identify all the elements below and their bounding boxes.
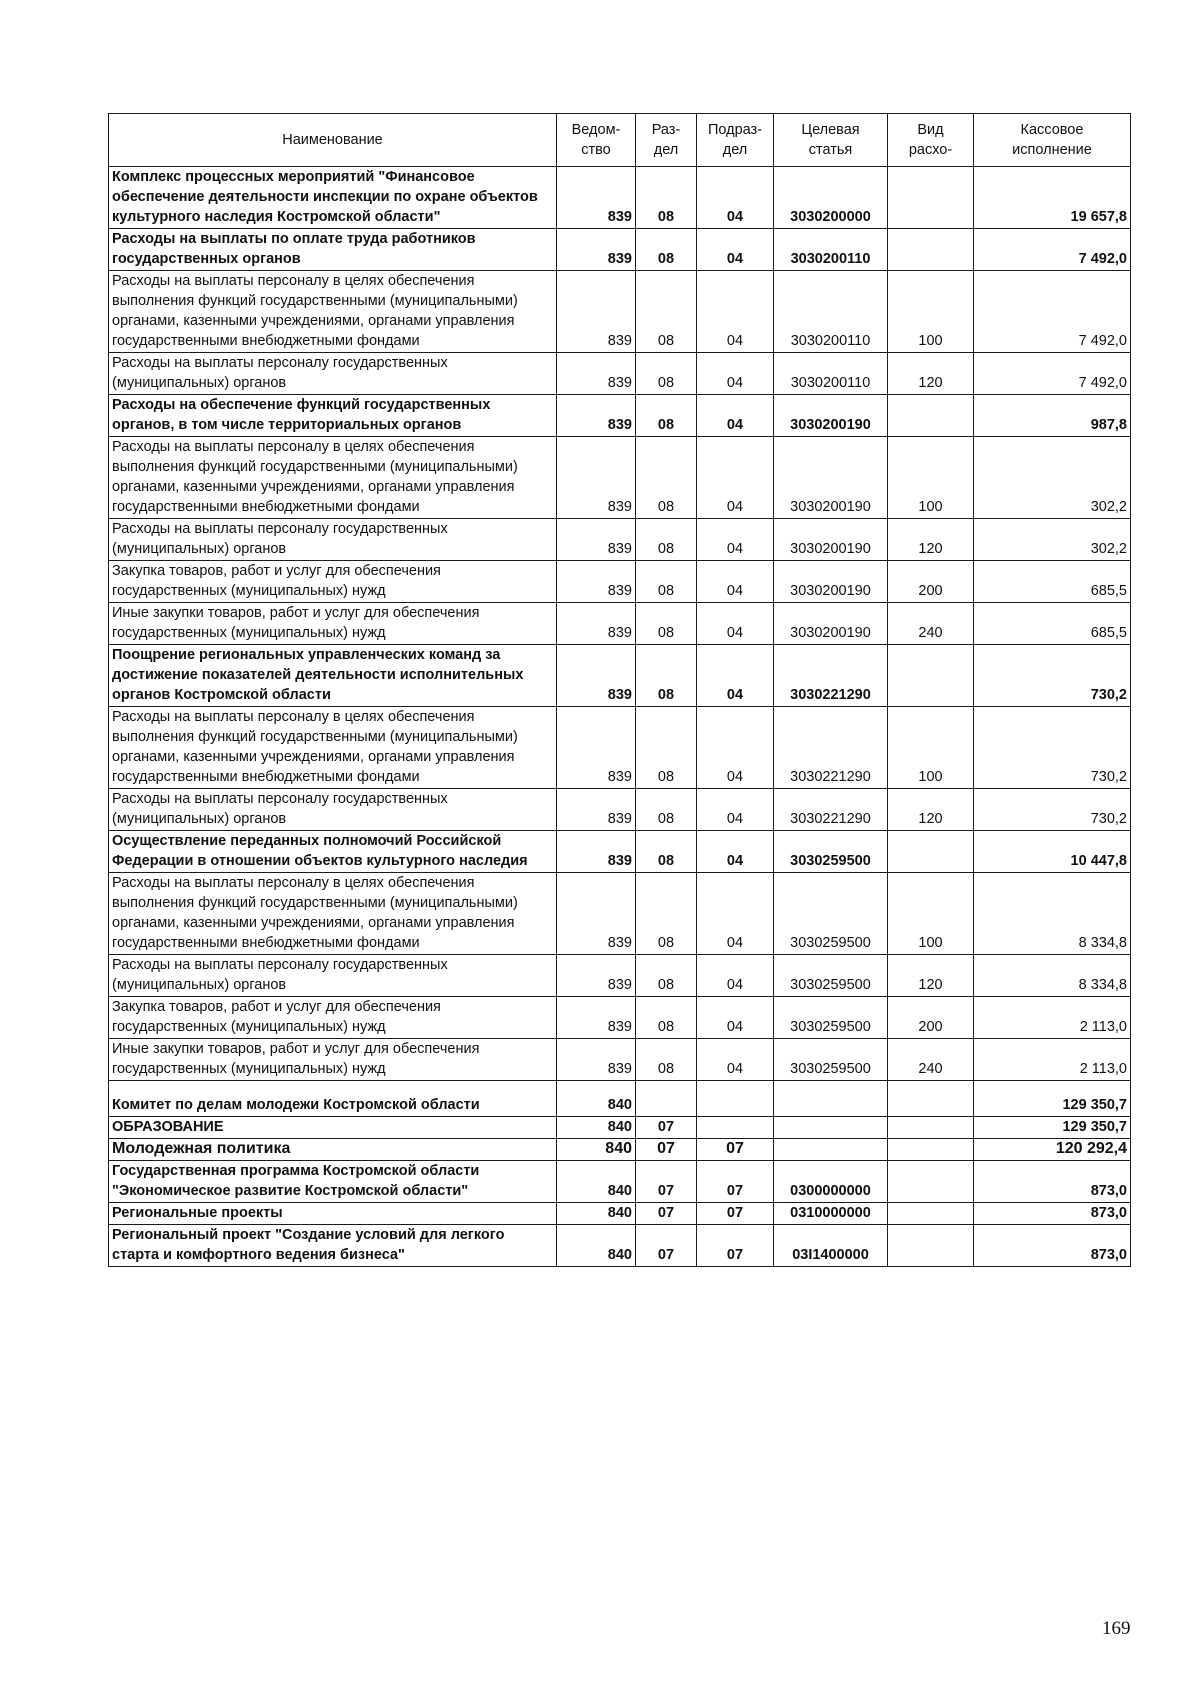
table-row — [109, 603, 1131, 645]
cell-ved: 839 — [557, 561, 636, 603]
table-row — [109, 1161, 1131, 1203]
cell-name: Закупка товаров, работ и услуг для обеспечения государственных (муниципальных) нужд — [109, 997, 557, 1039]
cell-sum: 129 350,7 — [974, 1117, 1131, 1139]
table-row — [109, 873, 1131, 955]
cell-cs: 3030259500 — [774, 873, 888, 955]
cell-vr: 120 — [888, 955, 974, 997]
table-row — [109, 271, 1131, 353]
header-podrazdel-text: Подраз- дел — [707, 122, 763, 158]
cell-podrazdel: 04 — [697, 437, 774, 519]
cell-razdel: 08 — [636, 437, 697, 519]
cell-podrazdel: 07 — [697, 1203, 774, 1225]
cell-name: Закупка товаров, работ и услуг для обеспечения государственных (муниципальных) нужд — [109, 561, 557, 603]
cell-sum: 685,5 — [974, 561, 1131, 603]
cell-vr: 100 — [888, 271, 974, 353]
cell-ved: 839 — [557, 997, 636, 1039]
cell-name: Региональные проекты — [109, 1203, 557, 1225]
cell-ved: 840 — [557, 1081, 636, 1117]
cell-podrazdel: 04 — [697, 831, 774, 873]
cell-podrazdel: 04 — [697, 561, 774, 603]
cell-sum: 873,0 — [974, 1225, 1131, 1267]
cell-cs: 3030200110 — [774, 229, 888, 271]
cell-sum: 2 113,0 — [974, 1039, 1131, 1081]
table-row — [109, 167, 1131, 229]
table-row — [109, 561, 1131, 603]
cell-ved: 839 — [557, 395, 636, 437]
table-row — [109, 229, 1131, 271]
table-body — [109, 167, 1131, 1267]
table-row — [109, 789, 1131, 831]
table-row — [109, 1203, 1131, 1225]
cell-vr: 200 — [888, 997, 974, 1039]
cell-vr — [888, 1225, 974, 1267]
cell-sum: 19 657,8 — [974, 167, 1131, 229]
cell-vr — [888, 1139, 974, 1161]
header-razdel-text: Раз- дел — [651, 122, 681, 158]
cell-ved: 839 — [557, 353, 636, 395]
table-row — [109, 831, 1131, 873]
cell-podrazdel — [697, 1081, 774, 1117]
cell-name: Расходы на выплаты персоналу в целях обеспечения выполнения функций государственными (муниципальными) органами, казенными учреждениями, органами управления государственными внебюджетными фондами — [109, 437, 557, 519]
cell-ved: 839 — [557, 1039, 636, 1081]
cell-name: Расходы на обеспечение функций государственных органов, в том числе территориальных органов — [109, 395, 557, 437]
cell-podrazdel: 04 — [697, 645, 774, 707]
table-row — [109, 707, 1131, 789]
cell-name: Молодежная политика — [109, 1139, 557, 1161]
cell-sum: 873,0 — [974, 1203, 1131, 1225]
cell-cs: 3030200110 — [774, 353, 888, 395]
cell-ved: 839 — [557, 519, 636, 561]
cell-name: ОБРАЗОВАНИЕ — [109, 1117, 557, 1139]
cell-razdel: 07 — [636, 1203, 697, 1225]
cell-vr — [888, 167, 974, 229]
cell-cs: 3030200110 — [774, 271, 888, 353]
page-number: 169 — [1102, 1618, 1131, 1639]
cell-podrazdel: 04 — [697, 395, 774, 437]
cell-ved: 839 — [557, 831, 636, 873]
cell-podrazdel: 04 — [697, 1039, 774, 1081]
cell-cs: 3030200190 — [774, 395, 888, 437]
cell-sum: 8 334,8 — [974, 955, 1131, 997]
cell-ved: 840 — [557, 1225, 636, 1267]
cell-razdel: 08 — [636, 1039, 697, 1081]
cell-ved: 840 — [557, 1203, 636, 1225]
table-row — [109, 1081, 1131, 1117]
cell-cs: 3030259500 — [774, 997, 888, 1039]
cell-vr — [888, 1117, 974, 1139]
cell-razdel: 08 — [636, 519, 697, 561]
cell-name: Расходы на выплаты персоналу государственных (муниципальных) органов — [109, 519, 557, 561]
cell-razdel: 08 — [636, 229, 697, 271]
budget-table — [108, 113, 1131, 1267]
table-row — [109, 437, 1131, 519]
cell-razdel: 08 — [636, 645, 697, 707]
cell-cs: 3030259500 — [774, 1039, 888, 1081]
cell-podrazdel: 04 — [697, 707, 774, 789]
cell-cs: 3030221290 — [774, 645, 888, 707]
cell-sum: 302,2 — [974, 437, 1131, 519]
cell-razdel: 08 — [636, 561, 697, 603]
table-row — [109, 1225, 1131, 1267]
cell-cs: 3030200000 — [774, 167, 888, 229]
cell-cs — [774, 1117, 888, 1139]
cell-sum: 7 492,0 — [974, 271, 1131, 353]
cell-vr: 240 — [888, 603, 974, 645]
cell-podrazdel: 04 — [697, 955, 774, 997]
cell-podrazdel: 04 — [697, 229, 774, 271]
table-row — [109, 955, 1131, 997]
cell-vr: 100 — [888, 437, 974, 519]
cell-podrazdel: 04 — [697, 353, 774, 395]
cell-podrazdel: 04 — [697, 873, 774, 955]
header-podrazdel — [697, 114, 774, 167]
cell-razdel: 08 — [636, 167, 697, 229]
cell-podrazdel: 04 — [697, 997, 774, 1039]
cell-sum: 120 292,4 — [974, 1139, 1131, 1161]
header-ved — [557, 114, 636, 167]
cell-ved: 840 — [557, 1161, 636, 1203]
cell-ved: 839 — [557, 645, 636, 707]
cell-podrazdel: 04 — [697, 789, 774, 831]
cell-vr — [888, 1203, 974, 1225]
cell-name: Расходы на выплаты персоналу государственных (муниципальных) органов — [109, 955, 557, 997]
cell-cs: 3030221290 — [774, 707, 888, 789]
cell-ved: 839 — [557, 603, 636, 645]
cell-razdel: 08 — [636, 997, 697, 1039]
header-vid — [888, 114, 974, 167]
cell-vr — [888, 1081, 974, 1117]
cell-name: Осуществление переданных полномочий Российской Федерации в отношении объектов культурного наследия — [109, 831, 557, 873]
cell-cs — [774, 1139, 888, 1161]
cell-cs: 3030200190 — [774, 519, 888, 561]
cell-vr: 240 — [888, 1039, 974, 1081]
cell-name: Расходы на выплаты персоналу в целях обеспечения выполнения функций государственными (муниципальными) органами, казенными учреждениями, органами управления государственными внебюджетными фондами — [109, 707, 557, 789]
cell-sum: 730,2 — [974, 645, 1131, 707]
cell-name: Иные закупки товаров, работ и услуг для обеспечения государственных (муниципальных) нужд — [109, 1039, 557, 1081]
cell-cs: 0310000000 — [774, 1203, 888, 1225]
cell-ved: 839 — [557, 955, 636, 997]
cell-sum: 129 350,7 — [974, 1081, 1131, 1117]
cell-vr: 100 — [888, 873, 974, 955]
cell-cs: 3030221290 — [774, 789, 888, 831]
header-kassovoe — [974, 114, 1131, 167]
cell-cs: 3030200190 — [774, 437, 888, 519]
cell-name: Расходы на выплаты по оплате труда работников государственных органов — [109, 229, 557, 271]
header-kassovoe-text: Кассовое исполнение — [1012, 122, 1092, 158]
cell-sum: 302,2 — [974, 519, 1131, 561]
cell-vr: 200 — [888, 561, 974, 603]
cell-cs: 3030200190 — [774, 603, 888, 645]
header-razdel — [636, 114, 697, 167]
cell-vr: 120 — [888, 519, 974, 561]
cell-vr — [888, 229, 974, 271]
cell-podrazdel — [697, 1117, 774, 1139]
cell-razdel: 08 — [636, 873, 697, 955]
cell-vr — [888, 645, 974, 707]
cell-sum: 730,2 — [974, 789, 1131, 831]
cell-razdel: 07 — [636, 1225, 697, 1267]
cell-podrazdel: 07 — [697, 1161, 774, 1203]
cell-ved: 839 — [557, 167, 636, 229]
cell-name: Расходы на выплаты персоналу в целях обеспечения выполнения функций государственными (муниципальными) органами, казенными учреждениями, органами управления государственными внебюджетными фондами — [109, 873, 557, 955]
cell-cs: 0300000000 — [774, 1161, 888, 1203]
cell-razdel: 08 — [636, 955, 697, 997]
cell-sum: 873,0 — [974, 1161, 1131, 1203]
table-row — [109, 645, 1131, 707]
table-row — [109, 395, 1131, 437]
table-row — [109, 1039, 1131, 1081]
cell-name: Комплекс процессных мероприятий "Финансовое обеспечение деятельности инспекции по охране объектов культурного наследия Костромской области" — [109, 167, 557, 229]
header-celevaya — [774, 114, 888, 167]
cell-razdel: 07 — [636, 1117, 697, 1139]
cell-name: Расходы на выплаты персоналу государственных (муниципальных) органов — [109, 353, 557, 395]
cell-vr — [888, 1161, 974, 1203]
cell-razdel: 08 — [636, 395, 697, 437]
cell-razdel: 08 — [636, 353, 697, 395]
cell-sum: 7 492,0 — [974, 353, 1131, 395]
cell-name: Расходы на выплаты персоналу в целях обеспечения выполнения функций государственными (муниципальными) органами, казенными учреждениями, органами управления государственными внебюджетными фондами — [109, 271, 557, 353]
cell-razdel: 08 — [636, 831, 697, 873]
cell-vr: 120 — [888, 789, 974, 831]
cell-vr: 120 — [888, 353, 974, 395]
cell-ved: 839 — [557, 707, 636, 789]
cell-cs — [774, 1081, 888, 1117]
cell-podrazdel: 04 — [697, 271, 774, 353]
cell-razdel: 08 — [636, 603, 697, 645]
cell-sum: 987,8 — [974, 395, 1131, 437]
cell-razdel: 07 — [636, 1161, 697, 1203]
table-row — [109, 519, 1131, 561]
cell-name: Государственная программа Костромской области "Экономическое развитие Костромской области" — [109, 1161, 557, 1203]
cell-name: Расходы на выплаты персоналу государственных (муниципальных) органов — [109, 789, 557, 831]
cell-cs: 3030259500 — [774, 831, 888, 873]
cell-name: Иные закупки товаров, работ и услуг для обеспечения государственных (муниципальных) нужд — [109, 603, 557, 645]
cell-podrazdel: 07 — [697, 1225, 774, 1267]
cell-cs: 3030259500 — [774, 955, 888, 997]
cell-sum: 685,5 — [974, 603, 1131, 645]
cell-vr: 100 — [888, 707, 974, 789]
cell-razdel: 08 — [636, 271, 697, 353]
cell-sum: 2 113,0 — [974, 997, 1131, 1039]
cell-name: Комитет по делам молодежи Костромской области — [109, 1081, 557, 1117]
cell-podrazdel: 04 — [697, 167, 774, 229]
cell-sum: 8 334,8 — [974, 873, 1131, 955]
header-vid-text: Вид расхо- — [908, 122, 953, 158]
table-row — [109, 353, 1131, 395]
table-row — [109, 997, 1131, 1039]
header-celevaya-text: Целевая статья — [801, 122, 860, 158]
cell-ved: 839 — [557, 271, 636, 353]
cell-razdel: 07 — [636, 1139, 697, 1161]
header-ved-text: Ведом- ство — [571, 122, 621, 158]
cell-podrazdel: 04 — [697, 519, 774, 561]
header-name: Наименование — [109, 114, 557, 167]
cell-podrazdel: 07 — [697, 1139, 774, 1161]
cell-sum: 7 492,0 — [974, 229, 1131, 271]
cell-ved: 839 — [557, 873, 636, 955]
cell-ved: 840 — [557, 1117, 636, 1139]
cell-sum: 730,2 — [974, 707, 1131, 789]
cell-podrazdel: 04 — [697, 603, 774, 645]
cell-razdel — [636, 1081, 697, 1117]
cell-name: Региональный проект "Создание условий для легкого старта и комфортного ведения бизнеса" — [109, 1225, 557, 1267]
cell-ved: 840 — [557, 1139, 636, 1161]
cell-vr — [888, 395, 974, 437]
cell-razdel: 08 — [636, 789, 697, 831]
cell-cs: 03I1400000 — [774, 1225, 888, 1267]
table-row — [109, 1139, 1131, 1161]
cell-ved: 839 — [557, 229, 636, 271]
cell-sum: 10 447,8 — [974, 831, 1131, 873]
cell-ved: 839 — [557, 437, 636, 519]
table-header-row — [109, 114, 1131, 167]
cell-cs: 3030200190 — [774, 561, 888, 603]
table-row — [109, 1117, 1131, 1139]
cell-ved: 839 — [557, 789, 636, 831]
cell-razdel: 08 — [636, 707, 697, 789]
cell-vr — [888, 831, 974, 873]
cell-name: Поощрение региональных управленческих команд за достижение показателей деятельности исполнительных органов Костромской области — [109, 645, 557, 707]
